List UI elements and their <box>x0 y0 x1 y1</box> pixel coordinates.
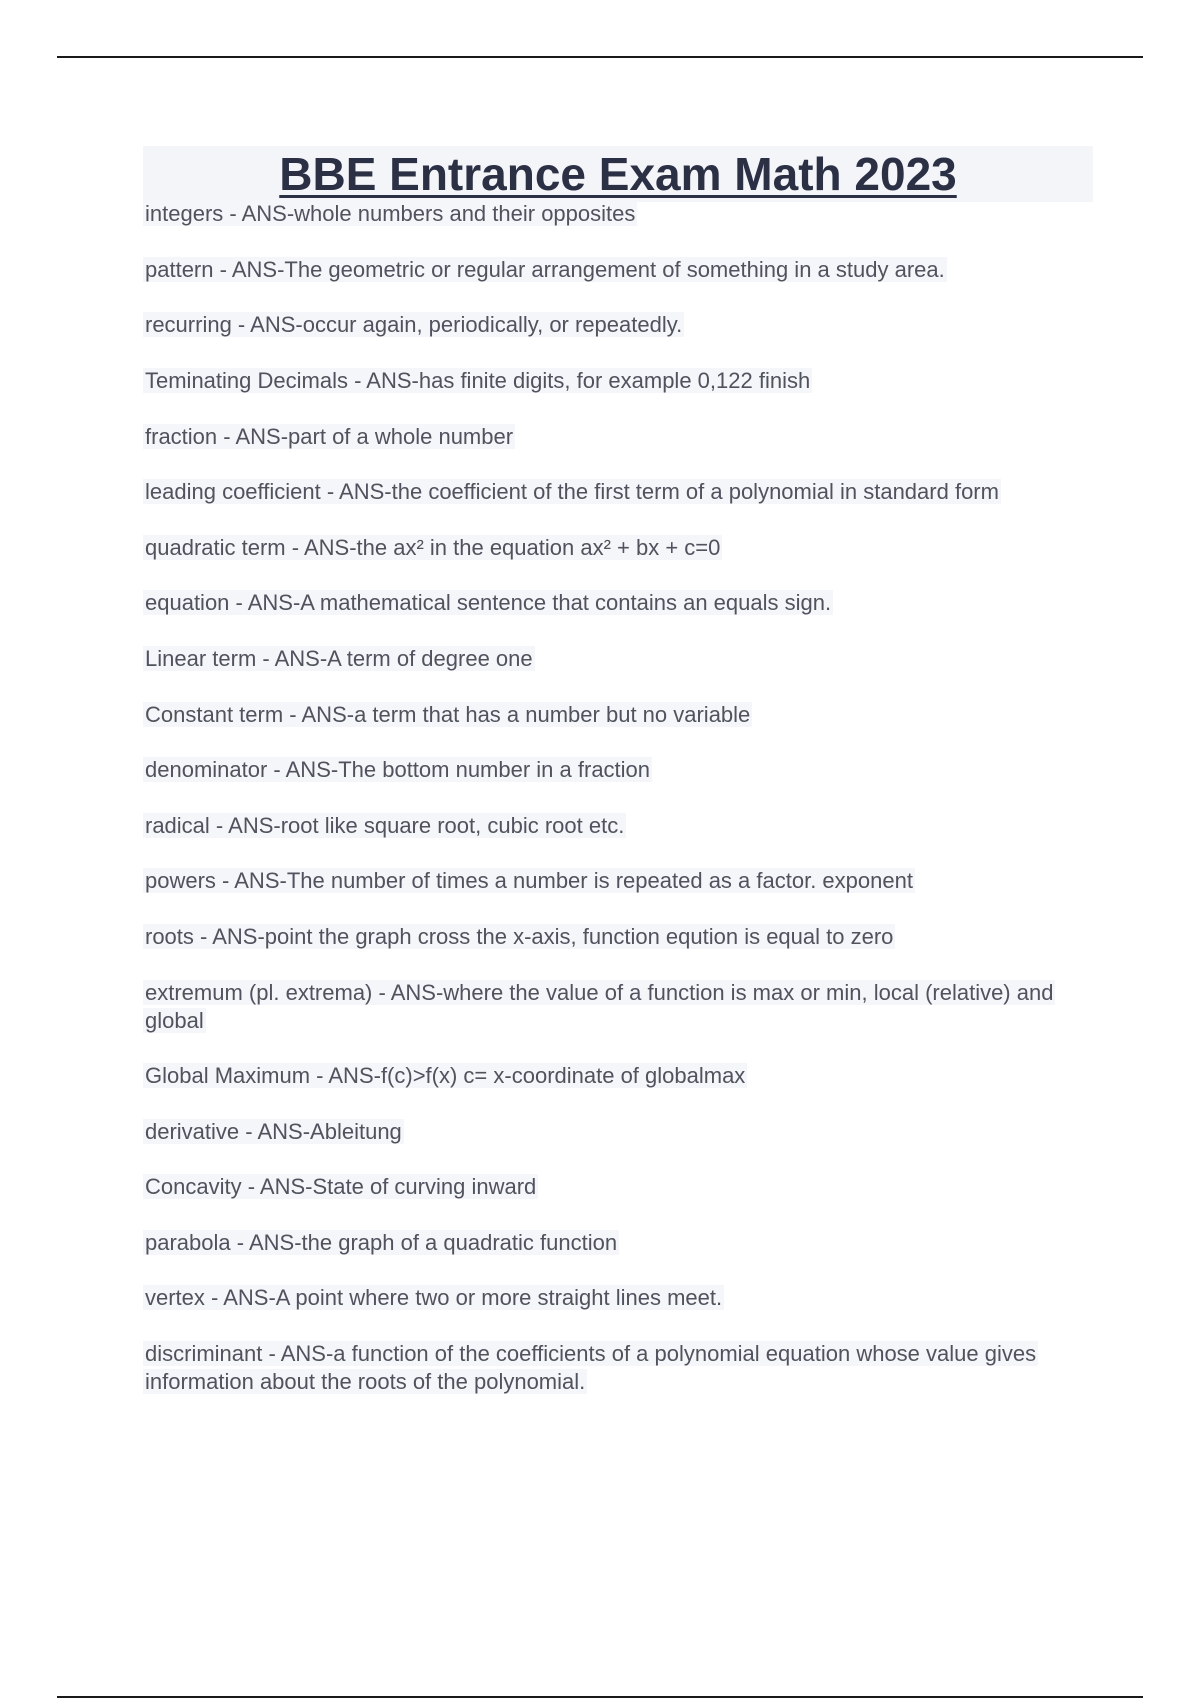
definition-item <box>143 867 1093 895</box>
definition-text: Linear term - ANS-A term of degree one <box>145 646 533 671</box>
definition-item <box>143 645 1093 673</box>
definition-item <box>143 534 1093 562</box>
definition-item <box>143 701 1093 729</box>
definition-item <box>143 1284 1093 1312</box>
definition-item <box>143 423 1093 451</box>
definition-item <box>143 311 1093 339</box>
definition-item <box>143 589 1093 617</box>
definition-item <box>143 979 1093 1035</box>
definition-text: denominator - ANS-The bottom number in a fraction <box>145 757 651 782</box>
definition-item <box>143 1173 1093 1201</box>
definition-text: Constant term - ANS-a term that has a number but no variable <box>145 702 751 727</box>
definition-text: Concavity - ANS-State of curving inward <box>145 1174 537 1199</box>
definition-text: Global Maximum - ANS-f(c)>f(x) c= x-coordinate of globalmax <box>145 1063 746 1088</box>
definition-text: extremum (pl. extrema) - ANS-where the value of a function is max or min, local (relative) and global <box>145 980 1054 1033</box>
definition-text: equation - ANS-A mathematical sentence that contains an equals sign. <box>145 590 832 615</box>
definition-item <box>143 200 1093 228</box>
definition-text: recurring - ANS-occur again, periodically, or repeatedly. <box>145 312 683 337</box>
definition-text: roots - ANS-point the graph cross the x-axis, function eqution is equal to zero <box>145 924 894 949</box>
definition-item <box>143 756 1093 784</box>
definition-text: powers - ANS-The number of times a number is repeated as a factor. exponent <box>145 868 913 893</box>
definition-item <box>143 923 1093 951</box>
definition-text: vertex - ANS-A point where two or more straight lines meet. <box>145 1285 723 1310</box>
definition-item <box>143 1229 1093 1257</box>
definition-item <box>143 1118 1093 1146</box>
definition-text: integers - ANS-whole numbers and their opposites <box>145 201 636 226</box>
definition-item <box>143 1340 1093 1396</box>
definition-text: leading coefficient - ANS-the coefficient of the first term of a polynomial in standard form <box>145 479 999 504</box>
definition-item <box>143 256 1093 284</box>
definition-text: fraction - ANS-part of a whole number <box>145 424 514 449</box>
definition-text: parabola - ANS-the graph of a quadratic function <box>145 1230 618 1255</box>
page-title: BBE Entrance Exam Math 2023 <box>279 148 957 200</box>
top-divider <box>57 56 1143 58</box>
definition-text: derivative - ANS-Ableitung <box>145 1119 402 1144</box>
definition-text: discriminant - ANS-a function of the coefficients of a polynomial equation whose value gives information about the roots of the polynomial. <box>145 1341 1037 1394</box>
definition-item <box>143 367 1093 395</box>
definition-item <box>143 478 1093 506</box>
definition-text: Teminating Decimals - ANS-has finite digits, for example 0,122 finish <box>145 368 811 393</box>
definition-text: pattern - ANS-The geometric or regular arrangement of something in a study area. <box>145 257 945 282</box>
definition-item <box>143 1062 1093 1090</box>
definition-text: radical - ANS-root like square root, cubic root etc. <box>145 813 625 838</box>
definition-item <box>143 812 1093 840</box>
bottom-divider <box>57 1696 1143 1698</box>
definition-text: quadratic term - ANS-the ax² in the equation ax² + bx + c=0 <box>145 535 721 560</box>
definition-list <box>143 200 1093 1396</box>
